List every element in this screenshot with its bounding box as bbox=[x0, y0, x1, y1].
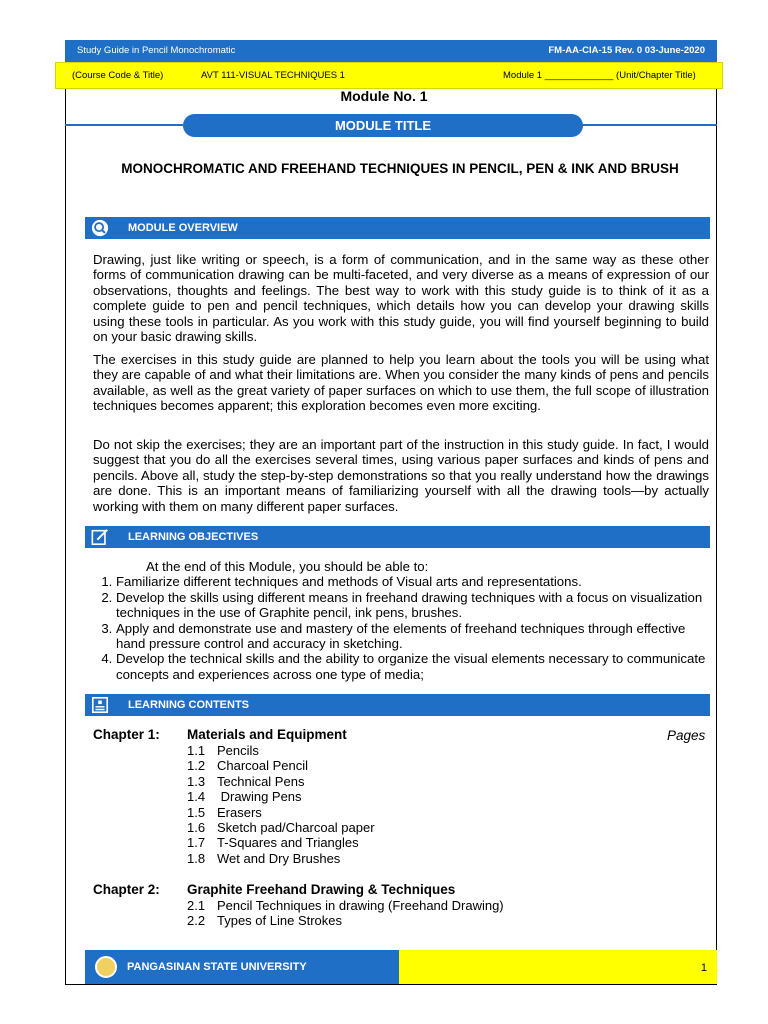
footer-university-bar bbox=[85, 950, 399, 984]
overview-paragraph-1: Drawing, just like writing or speech, is a form of communication, and in the same way as these other forms of communication drawing can be multi-faceted, and very diverse as a means of expression of our observations, thoughts and feelings. The best way to work with this study guide is to think of it as a complete guide to pen and pencil techniques, which details how you can develop your drawing skills using these tools in particular. As you work with this study guide, you will find yourself beginning to build on your basic drawing skills. bbox=[93, 252, 709, 345]
objectives-lead: At the end of this Module, you should be able to: bbox=[146, 559, 429, 574]
document-icon bbox=[91, 696, 109, 714]
list-item: 1.8 Wet and Dry Brushes bbox=[187, 850, 341, 866]
list-item: 3. Apply and demonstrate use and mastery of the elements of freehand techniques through effective hand pressure control and accuracy in sketching. bbox=[116, 621, 710, 652]
title-divider-right bbox=[583, 124, 717, 126]
list-item: 1.6 Sketch pad/Charcoal paper bbox=[187, 820, 375, 836]
module-chapter-label: Module 1 _____________ (Unit/Chapter Title) bbox=[503, 70, 696, 81]
section-heading: LEARNING CONTENTS bbox=[128, 699, 249, 711]
overview-paragraph-2: The exercises in this study guide are planned to help you learn about the tools you will be using what they are capable of and what their limitations are. When you consider the many kinds of pens and pencils available, as well as the great variety of paper surfaces on which to use them, the full scope of illustration techniques becomes apparent; this exploration becomes even more exciting. bbox=[93, 352, 709, 414]
learning-contents-header bbox=[85, 694, 710, 716]
footer-page-bar bbox=[399, 950, 717, 984]
list-item: 1.1 Pencils bbox=[187, 743, 259, 758]
university-seal-icon bbox=[95, 956, 117, 978]
page-number: 1 bbox=[700, 962, 707, 974]
module-overview-header bbox=[85, 217, 710, 239]
list-item: 1.3 Technical Pens bbox=[187, 773, 305, 789]
objectives-list bbox=[80, 559, 710, 682]
course-title: AVT 111-VISUAL TECHNIQUES 1 bbox=[201, 70, 345, 81]
course-code-label: (Course Code & Title) bbox=[72, 70, 164, 81]
form-code: FM-AA-CIA-15 Rev. 0 03-June-2020 bbox=[548, 45, 705, 56]
list-item: 1.5 Erasers bbox=[187, 804, 262, 820]
list-item: 1. Familiarize different techniques and methods of Visual arts and representations. bbox=[116, 574, 710, 589]
list-item: 4. Develop the technical skills and the ability to organize the visual elements necessary to communicate concepts and experiences across one type of media; bbox=[116, 651, 710, 682]
learning-objectives-header bbox=[85, 526, 710, 548]
edit-icon bbox=[91, 528, 109, 546]
document-header-bar bbox=[65, 40, 717, 62]
main-title: MONOCHROMATIC AND FREEHAND TECHNIQUES IN PENCIL, PEN & INK AND BRUSH bbox=[121, 161, 679, 176]
list-item: 1.7 T-Squares and Triangles bbox=[187, 835, 359, 851]
list-item: 2.1 Pencil Techniques in drawing (Freehand Drawing) bbox=[187, 898, 504, 913]
chapter-1-label: Chapter 1: bbox=[93, 727, 160, 742]
list-item: 1.2 Charcoal Pencil bbox=[187, 758, 309, 774]
list-item: 2. Develop the skills using different means in freehand drawing techniques with a focus on visualization techniques in the use of Graphite pencil, ink pens, brushes. bbox=[116, 590, 710, 621]
list-item: 1.4 Drawing Pens bbox=[187, 789, 302, 805]
chapter-2-title: Graphite Freehand Drawing & Techniques bbox=[187, 882, 456, 897]
chapter-1-title: Materials and Equipment bbox=[187, 727, 347, 742]
pages-label: Pages bbox=[667, 728, 706, 743]
section-heading: LEARNING OBJECTIVES bbox=[128, 531, 259, 543]
course-info-bar bbox=[55, 62, 723, 89]
chapter-2-label: Chapter 2: bbox=[93, 882, 160, 897]
list-item: 2.2 Types of Line Strokes bbox=[187, 913, 343, 929]
chapter-1-items bbox=[187, 743, 375, 866]
chapter-2-items bbox=[187, 898, 504, 929]
overview-paragraph-3: Do not skip the exercises; they are an important part of the instruction in this study guide. In fact, I would suggest that you do all the exercises several times, using various paper surfaces and kinds of pens and pencils. Above all, study the step-by-step demonstrations so that you really understand how the drawings are done. This is an important means of familiarizing yourself with all the drawing tools—by actually working with them on many different paper surfaces. bbox=[93, 437, 709, 514]
university-name: PANGASINAN STATE UNIVERSITY bbox=[127, 961, 307, 973]
study-guide-title: Study Guide in Pencil Monochromatic bbox=[77, 45, 236, 56]
section-heading: MODULE OVERVIEW bbox=[128, 222, 238, 234]
search-icon bbox=[91, 219, 109, 237]
title-divider-left bbox=[65, 124, 183, 126]
module-title-pill: MODULE TITLE bbox=[183, 114, 583, 137]
module-number: Module No. 1 bbox=[340, 88, 428, 104]
